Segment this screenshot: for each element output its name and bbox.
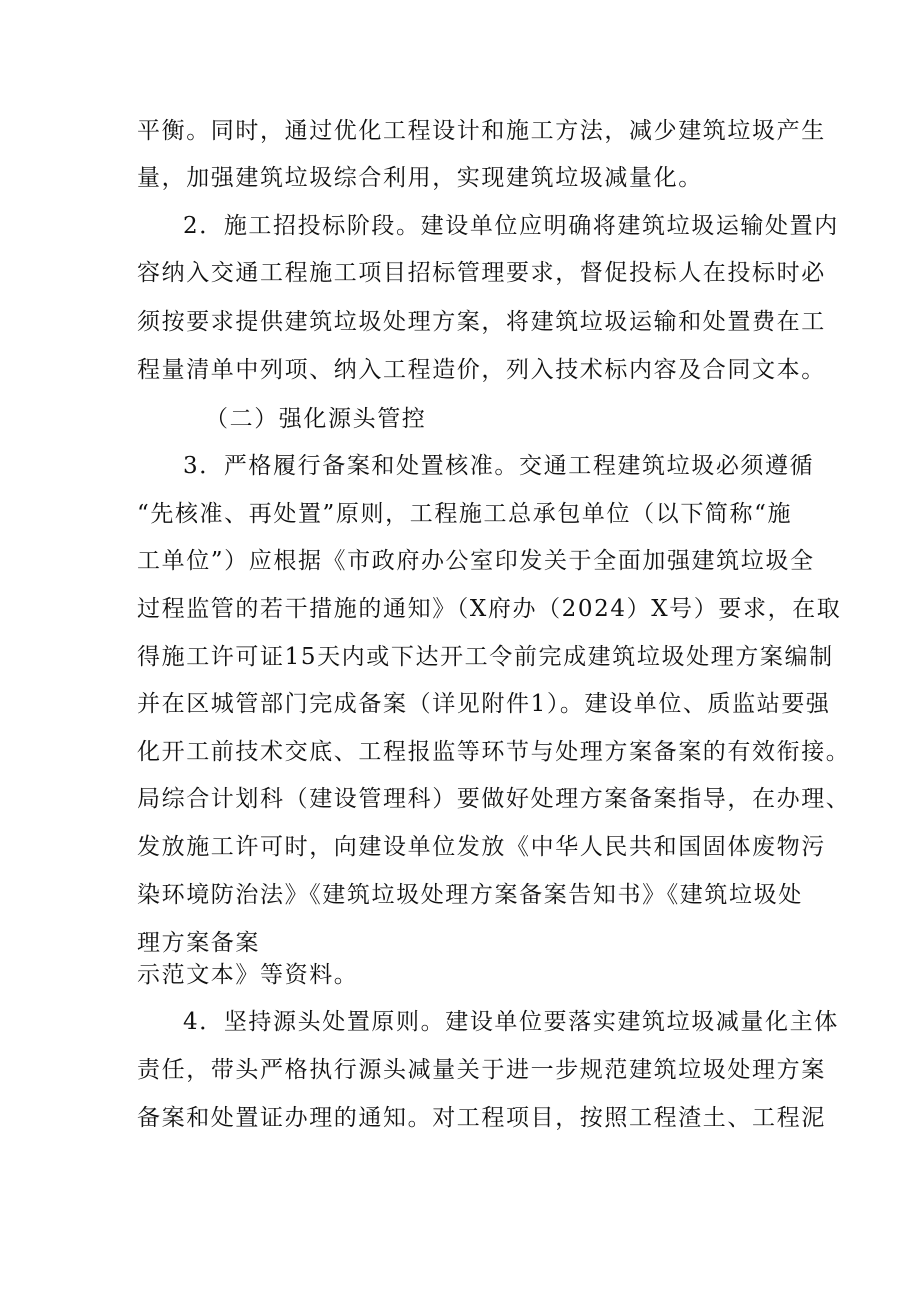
paragraph-line: 2．施工招投标阶段。建设单位应明确将建筑垃圾运输处置内 [183,213,839,239]
paragraph-line: 理方案备案 [137,930,260,956]
paragraph-line: 并在区城管部门完成备案（详见附件1）。建设单位、质监站要强 [137,691,831,717]
paragraph-line: 局综合计划科（建设管理科）要做好处理方案备案指导，在办理、 [137,786,851,812]
paragraph-line: 程量清单中列项、纳入工程造价，列入技术标内容及合同文本。 [137,357,826,383]
paragraph-line: 化开工前技术交底、工程报监等环节与处理方案备案的有效衔接。 [137,739,851,765]
paragraph-line: 过程监管的若干措施的通知》（X府办（2024）X号）要求，在取 [137,596,842,622]
paragraph-line: 责任，带头严格执行源头减量关于进一步规范建筑垃圾处理方案 [137,1057,826,1083]
paragraph-line: 染环境防治法》《建筑垃圾处理方案备案告知书》《建筑垃圾处 [137,882,803,908]
paragraph-line: 备案和处置证办理的通知。对工程项目，按照工程渣土、工程泥 [137,1105,826,1131]
paragraph-line: 3．严格履行备案和处置核准。交通工程建筑垃圾必须遵循 [183,453,815,479]
paragraph-line: 得施工许可证15天内或下达开工令前完成建筑垃圾处理方案编制 [137,644,834,670]
paragraph-line: 容纳入交通工程施工项目招标管理要求，督促投标人在投标时必 [137,260,826,286]
paragraph-line: 工单位”）应根据《市政府办公室印发关于全面加强建筑垃圾全 [137,548,815,574]
section-heading: （二）强化源头管控 [205,406,427,432]
paragraph-line: 须按要求提供建筑垃圾处理方案，将建筑垃圾运输和处置费在工 [137,309,826,335]
paragraph-line: 量，加强建筑垃圾综合利用，实现建筑垃圾减量化。 [137,165,703,191]
paragraph-line: “先核准、再处置”原则，工程施工总承包单位（以下简称“施 [137,501,793,527]
paragraph-line: 平衡。同时，通过优化工程设计和施工方法，减少建筑垃圾产生 [137,118,826,144]
paragraph-line: 示范文本》等资料。 [137,962,359,988]
paragraph-line: 发放施工许可时，向建设单位发放《中华人民共和国固体废物污 [137,834,826,860]
paragraph-line: 4．坚持源头处置原则。建设单位要落实建筑垃圾减量化主体 [183,1009,839,1035]
